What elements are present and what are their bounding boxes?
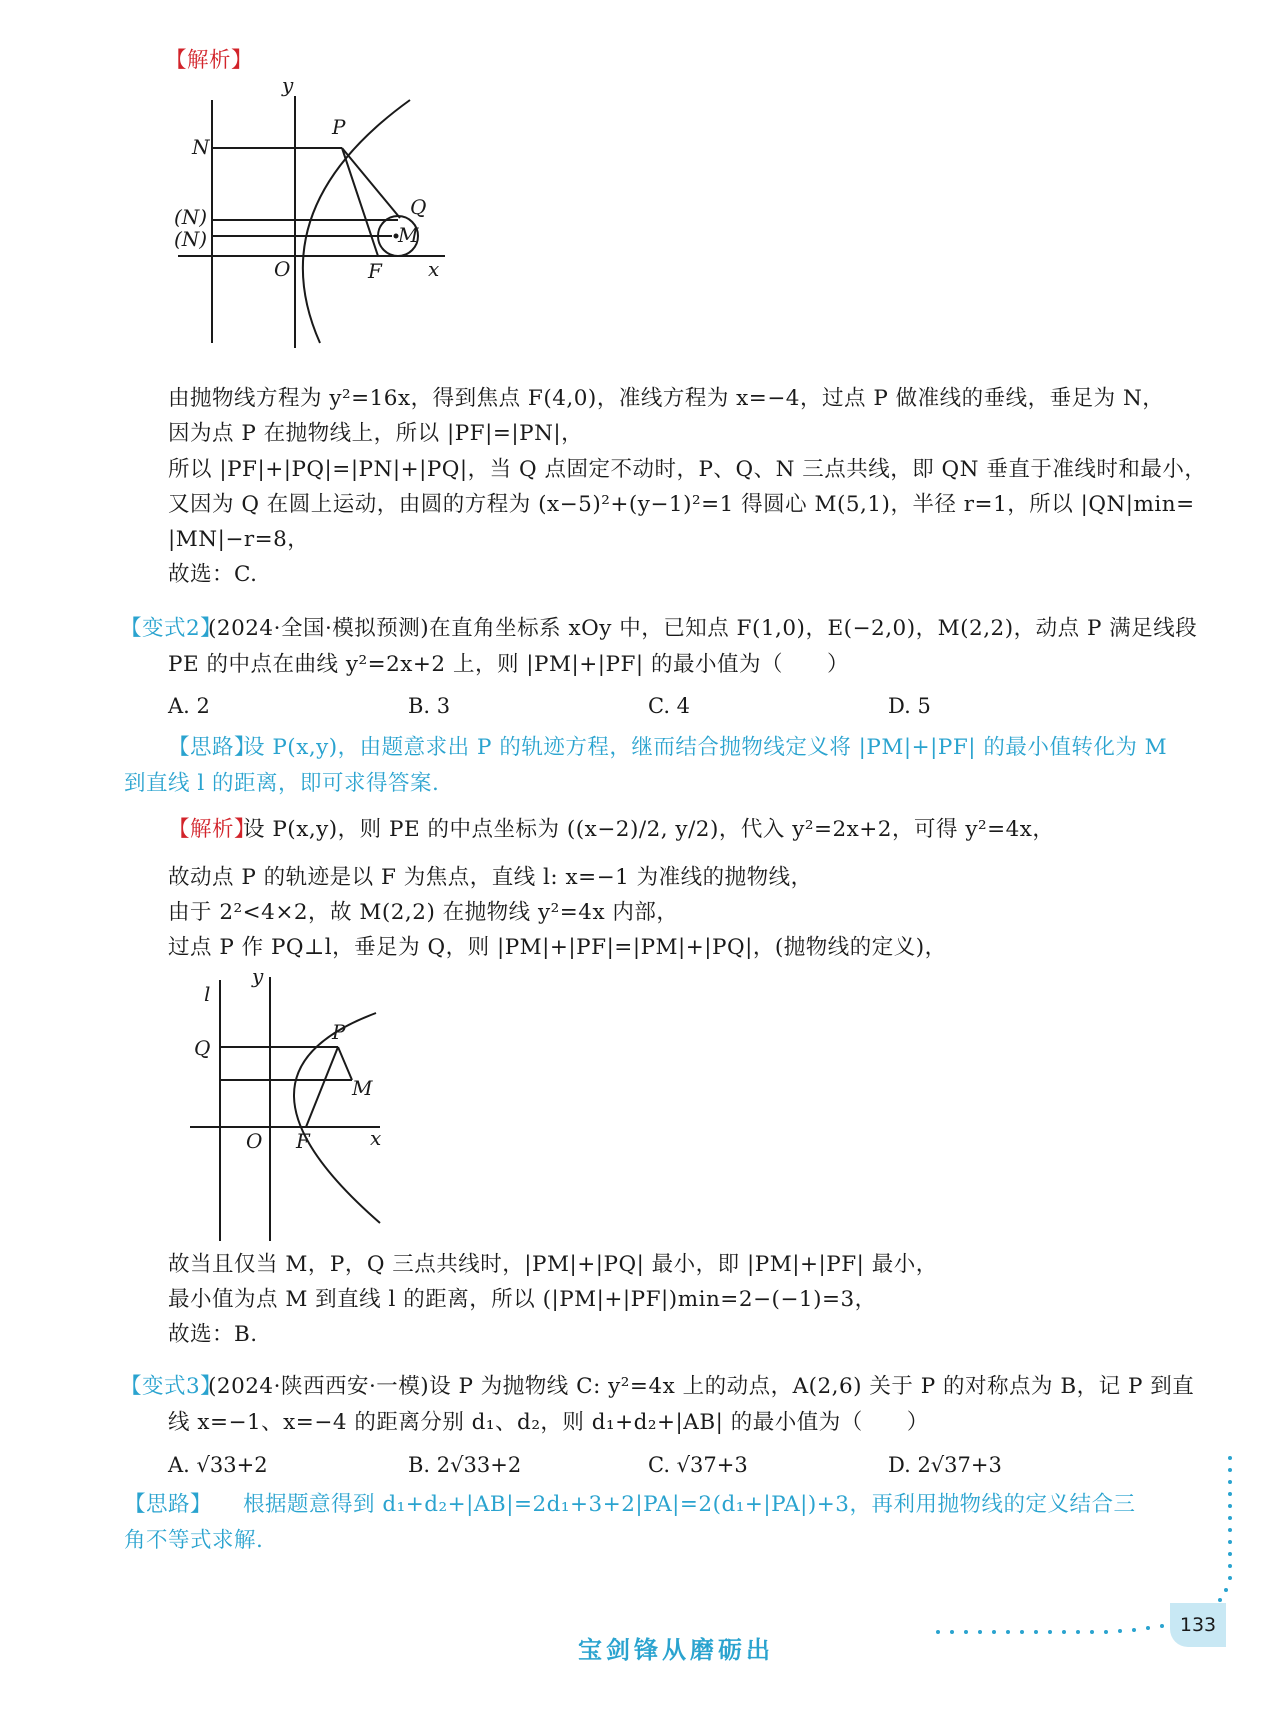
- parabola-figure-2: [180, 965, 420, 1245]
- analysis1-line-6: 故选：C.: [168, 562, 258, 587]
- parabola-figure-1: [170, 78, 490, 378]
- label-y: y: [282, 78, 294, 97]
- parabola-curve: [294, 1013, 380, 1223]
- variant3-idea-tag: 【思路】: [124, 1492, 213, 1517]
- analysis1-line-1: 由抛物线方程为 y²=16x，得到焦点 F(4,0)，准线方程为 x=−4，过点 P 做准线的垂线，垂足为 N，: [168, 386, 1165, 411]
- variant3-idea-1: 根据题意得到 d₁+d₂+|AB|=2d₁+3+2|PA|=2(d₁+|PA|)+3，再利用抛物线的定义结合三: [243, 1492, 1136, 1517]
- label-M: M: [352, 1076, 373, 1100]
- variant3-option-c: C. √37+3: [648, 1453, 748, 1477]
- label-x: x: [428, 257, 440, 281]
- segment-PF: [342, 148, 378, 256]
- variant2-analysis-3: 由于 2²<4×2，故 M(2,2) 在抛物线 y²=4x 内部，: [168, 900, 679, 925]
- label-O: O: [246, 1129, 263, 1153]
- variant2-tag: 【变式2】: [120, 616, 223, 641]
- label-P: P: [332, 115, 346, 139]
- segment-PF: [306, 1047, 338, 1127]
- label-F: F: [296, 1129, 310, 1153]
- segment-PM: [338, 1047, 352, 1080]
- variant3-idea-2: 角不等式求解.: [124, 1528, 264, 1553]
- variant3-option-b: B. 2√33+2: [408, 1453, 522, 1477]
- variant2-option-d: D. 5: [888, 694, 931, 718]
- variant2-idea-2: 到直线 l 的距离，即可求得答案.: [124, 771, 440, 796]
- variant2-option-b: B. 3: [408, 694, 451, 718]
- label-Q: Q: [194, 1036, 211, 1060]
- variant2-conclusion-2: 最小值为点 M 到直线 l 的距离，所以 (|PM|+|PF|)min=2−(−1)=3，: [168, 1287, 877, 1312]
- label-Q: Q: [410, 195, 427, 219]
- variant2-analysis-2: 故动点 P 的轨迹是以 F 为焦点，直线 l: x=−1 为准线的抛物线，: [168, 865, 813, 890]
- analysis1-line-3: 所以 |PF|+|PQ|=|PN|+|PQ|，当 Q 点固定不动时，P、Q、N 三点共线，即 QN 垂直于准线时和最小，: [168, 457, 1207, 482]
- variant2-stem-1: (2024·全国·模拟预测)在直角坐标系 xOy 中，已知点 F(1,0)，E(−2,0)，M(2,2)，动点 P 满足线段: [208, 616, 1198, 641]
- variant2-analysis-4: 过点 P 作 PQ⊥l，垂足为 Q，则 |PM|+|PF|=|PM|+|PQ|，(抛物线的定义)，: [168, 935, 947, 960]
- variant3-stem-2: 线 x=−1、x=−4 的距离分别 d₁、d₂，则 d₁+d₂+|AB| 的最小值为（ ）: [168, 1410, 929, 1435]
- label-x: x: [370, 1126, 382, 1150]
- variant2-conclusion-3: 故选：B.: [168, 1322, 258, 1347]
- variant2-option-c: C. 4: [648, 694, 691, 718]
- label-P: P: [332, 1020, 346, 1044]
- label-N2: (N): [174, 205, 208, 229]
- variant2-conclusion-1: 故当且仅当 M，P，Q 三点共线时，|PM|+|PQ| 最小，即 |PM|+|PF| 最小，: [168, 1252, 938, 1277]
- label-F: F: [368, 259, 382, 283]
- variant2-idea-tag: 【思路】: [168, 735, 257, 760]
- variant2-analysis-1: 设 P(x,y)，则 PE 的中点坐标为 ((x−2)/2, y/2)，代入 y²=2x+2，可得 y²=4x，: [243, 817, 1055, 842]
- parabola-curve: [303, 100, 410, 343]
- label-N3: (N): [174, 227, 208, 251]
- variant2-analysis-tag: 【解析】: [168, 817, 257, 842]
- analysis-tag: 【解析】: [165, 48, 254, 73]
- label-l: l: [204, 982, 211, 1006]
- label-N: N: [192, 135, 210, 159]
- analysis1-line-5: |MN|−r=8，: [168, 527, 310, 552]
- variant3-option-a: A. √33+2: [168, 1453, 268, 1477]
- variant3-tag: 【变式3】: [120, 1374, 223, 1399]
- footer-slogan: 宝剑锋从磨砺出: [578, 1636, 774, 1664]
- variant2-option-a: A. 2: [168, 694, 210, 718]
- label-O: O: [274, 257, 291, 281]
- analysis1-line-2: 因为点 P 在抛物线上，所以 |PF|=|PN|，: [168, 421, 584, 446]
- page-number: 133: [1170, 1603, 1226, 1647]
- variant3-stem-1: (2024·陕西西安·一模)设 P 为抛物线 C: y²=4x 上的动点，A(2,6) 关于 P 的对称点为 B，记 P 到直: [208, 1374, 1195, 1399]
- label-M: M: [398, 223, 419, 247]
- analysis1-line-4: 又因为 Q 在圆上运动，由圆的方程为 (x−5)²+(y−1)²=1 得圆心 M(5,1)，半径 r=1，所以 |QN|min=: [168, 492, 1195, 517]
- label-y: y: [252, 965, 264, 988]
- variant3-option-d: D. 2√37+3: [888, 1453, 1002, 1477]
- variant2-idea-1: 设 P(x,y)，由题意求出 P 的轨迹方程，继而结合抛物线定义将 |PM|+|PF| 的最小值转化为 M: [243, 735, 1168, 760]
- variant2-stem-2: PE 的中点在曲线 y²=2x+2 上，则 |PM|+|PF| 的最小值为（ ）: [168, 652, 849, 677]
- segment-PQ: [342, 148, 400, 218]
